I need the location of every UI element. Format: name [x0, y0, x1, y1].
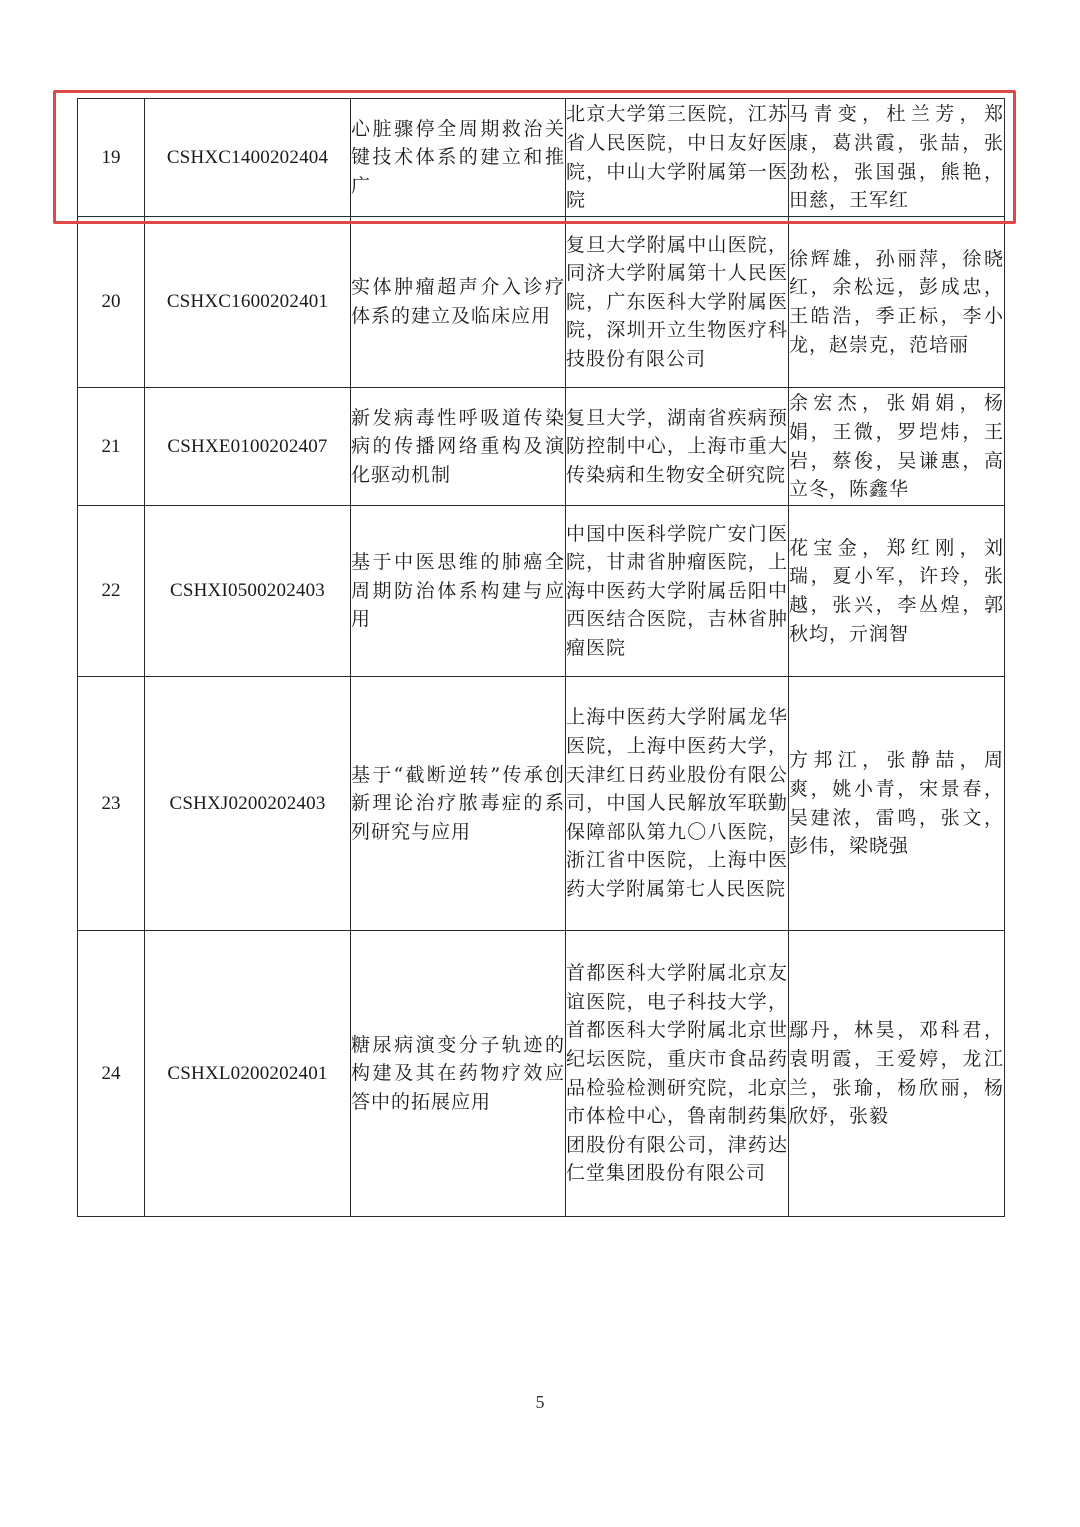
row-number: 21 [78, 388, 145, 506]
completing-persons: 余宏杰，张娟娟，杨娟，王微，罗垲炜，王岩，蔡俊，吴谦惠，高立冬，陈鑫华 [789, 388, 1005, 506]
project-title: 糖尿病演变分子轨迹的构建及其在药物疗效应答中的拓展应用 [351, 931, 566, 1217]
completing-units: 复旦大学，湖南省疾病预防控制中心，上海市重大传染病和生物安全研究院 [566, 388, 789, 506]
project-code: CSHXL0200202401 [145, 931, 351, 1217]
completing-persons: 徐辉雄，孙丽萍，徐晓红，余松远，彭成忠，王皓浩，季正标，李小龙，赵崇克，范培丽 [789, 217, 1005, 388]
project-code: CSHXC1400202404 [145, 99, 351, 217]
completing-units: 上海中医药大学附属龙华医院，上海中医药大学，天津红日药业股份有限公司，中国人民解放军联勤保障部队第九〇八医院，浙江省中医院，上海中医药大学附属第七人民医院 [566, 677, 789, 931]
table-row [78, 506, 1005, 677]
completing-persons: 方邦江，张静喆，周爽，姚小青，宋景春，吴建浓，雷鸣，张文，彭伟，梁晓强 [789, 677, 1005, 931]
project-code: CSHXI0500202403 [145, 506, 351, 677]
table-row [78, 677, 1005, 931]
completing-persons: 鄢丹，林昊，邓科君，袁明霞，王爱婷，龙江兰，张瑜，杨欣丽，杨欣妤，张毅 [789, 931, 1005, 1217]
completing-units: 复旦大学附属中山医院，同济大学附属第十人民医院，广东医科大学附属医院，深圳开立生物医疗科技股份有限公司 [566, 217, 789, 388]
project-code: CSHXJ0200202403 [145, 677, 351, 931]
row-number: 19 [78, 99, 145, 217]
project-title: 基于中医思维的肺癌全周期防治体系构建与应用 [351, 506, 566, 677]
row-number: 22 [78, 506, 145, 677]
table-row [78, 931, 1005, 1217]
completing-units: 首都医科大学附属北京友谊医院，电子科技大学，首都医科大学附属北京世纪坛医院，重庆市食品药品检验检测研究院，北京市体检中心，鲁南制药集团股份有限公司，津药达仁堂集团股份有限公司 [566, 931, 789, 1217]
awards-table-body [78, 99, 1005, 1217]
project-title: 实体肿瘤超声介入诊疗体系的建立及临床应用 [351, 217, 566, 388]
row-number: 23 [78, 677, 145, 931]
project-title: 心脏骤停全周期救治关键技术体系的建立和推广 [351, 99, 566, 217]
completing-units: 北京大学第三医院，江苏省人民医院，中日友好医院，中山大学附属第一医院 [566, 99, 789, 217]
project-title: 新发病毒性呼吸道传染病的传播网络重构及演化驱动机制 [351, 388, 566, 506]
completing-persons: 马青变，杜兰芳，郑康，葛洪霞，张喆，张劲松，张国强，熊艳，田慈，王军红 [789, 99, 1005, 217]
completing-persons: 花宝金，郑红刚，刘瑞，夏小军，许玲，张越，张兴，李丛煌，郭秋均，亓润智 [789, 506, 1005, 677]
project-code: CSHXC1600202401 [145, 217, 351, 388]
table-row [78, 99, 1005, 217]
completing-units: 中国中医科学院广安门医院，甘肃省肿瘤医院，上海中医药大学附属岳阳中西医结合医院，吉林省肿瘤医院 [566, 506, 789, 677]
awards-table [77, 98, 1005, 1217]
table-row [78, 217, 1005, 388]
project-title: 基于“截断逆转”传承创新理论治疗脓毒症的系列研究与应用 [351, 677, 566, 931]
page-number: 5 [535, 1392, 545, 1412]
row-number: 20 [78, 217, 145, 388]
project-code: CSHXE0100202407 [145, 388, 351, 506]
table-row [78, 388, 1005, 506]
row-number: 24 [78, 931, 145, 1217]
